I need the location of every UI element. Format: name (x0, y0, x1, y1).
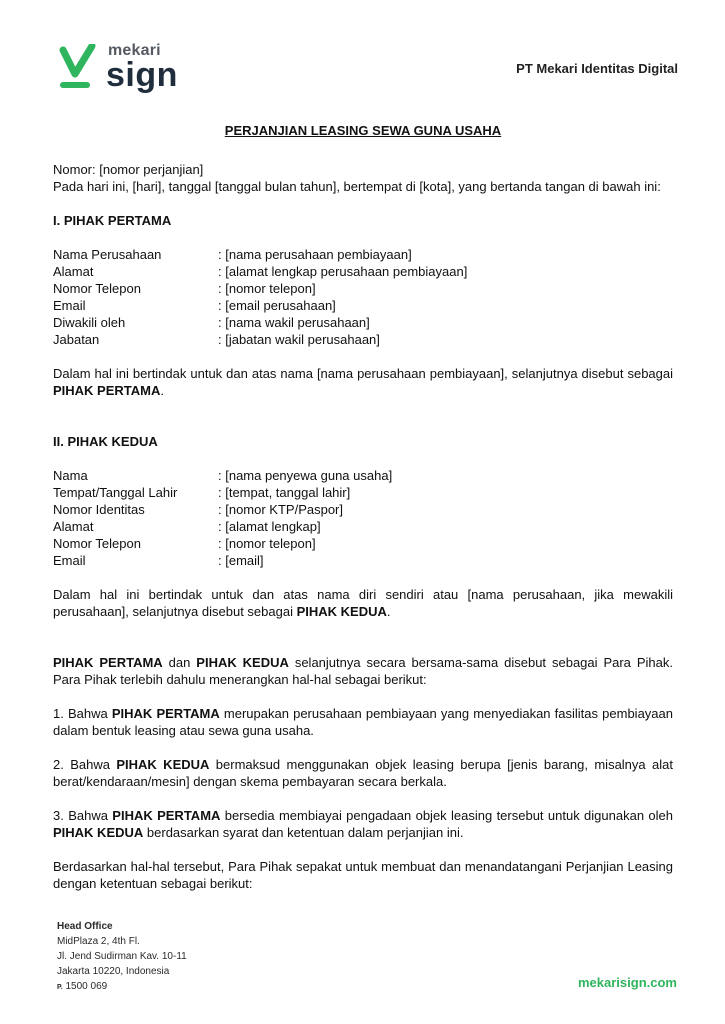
phone-number: 1500 069 (65, 981, 108, 992)
detail-label: Email (53, 298, 86, 313)
detail-value: : [nama penyewa guna usaha] (218, 468, 393, 483)
detail-value: : [alamat lengkap perusahaan pembiayaan] (218, 264, 468, 279)
detail-value: : [nomor telepon] (218, 281, 316, 296)
section-pihak-pertama: I. PIHAK PERTAMA (53, 213, 172, 228)
section-pihak-kedua: II. PIHAK KEDUA (53, 434, 158, 449)
detail-label: Nomor Identitas (53, 502, 145, 517)
detail-label: Alamat (53, 519, 94, 534)
detail-row (53, 331, 673, 348)
detail-label: Diwakili oleh (53, 315, 126, 330)
conclusion-paragraph: Berdasarkan hal-hal tersebut, Para Pihak sepakat untuk membuat dan menandatangani Perjanjian Leasing dengan ketentuan sebagai berikut: (53, 859, 673, 891)
detail-value: : [email perusahaan] (218, 298, 336, 313)
address-line: MidPlaza 2, 4th Fl. (57, 936, 140, 947)
detail-row (53, 467, 673, 484)
detail-value: : [nomor KTP/Paspor] (218, 502, 343, 517)
point-item: 3. Bahwa PIHAK PERTAMA bersedia membiayai pengadaan objek leasing tersebut untuk digunakan oleh PIHAK KEDUA berdasarkan syarat dan ketentuan dalam perjanjian ini. (53, 808, 673, 840)
detail-value: : [nama wakil perusahaan] (218, 315, 370, 330)
detail-row (53, 535, 673, 552)
pihak-kedua-closing: Dalam hal ini bertindak untuk dan atas nama diri sendiri atau [nama perusahaan, jika mewakili perusahaan], selanjutnya disebut sebagai PIHAK KEDUA. (53, 587, 673, 619)
para-pihak-paragraph: PIHAK PERTAMA dan PIHAK KEDUA selanjutnya secara bersama-sama disebut sebagai Para Pihak. Para Pihak terlebih dahulu menerangkan hal-hal sebagai berikut: (53, 655, 673, 687)
document-title: PERJANJIAN LEASING SEWA GUNA USAHA (224, 123, 502, 138)
point-item: 2. Bahwa PIHAK KEDUA bermaksud menggunakan objek leasing berupa [jenis barang, misalnya alat berat/kendaraan/mesin] dengan skema pembayaran secara berkala. (53, 757, 673, 789)
page-footer (0, 915, 725, 1024)
detail-value: : [tempat, tanggal lahir] (218, 485, 351, 500)
detail-label: Nomor Telepon (53, 536, 141, 551)
detail-row (53, 263, 673, 280)
company-name: PT Mekari Identitas Digital (516, 61, 678, 76)
pihak-pertama-details (53, 246, 673, 348)
detail-label: Jabatan (53, 332, 100, 347)
phone-label: P. (57, 984, 63, 991)
detail-row (53, 280, 673, 297)
point-item: 1. Bahwa PIHAK PERTAMA merupakan perusahaan pembiayaan yang menyediakan fasilitas pembiayaan dalam bentuk leasing atau sewa guna usaha. (53, 706, 673, 738)
website-link[interactable]: mekarisign.com (578, 975, 677, 990)
phone-line (57, 979, 187, 995)
detail-value: : [jabatan wakil perusahaan] (218, 332, 380, 347)
document-number: Nomor: [nomor perjanjian] (53, 162, 204, 177)
detail-value: : [email] (218, 553, 264, 568)
logo-text-sign: sign (106, 56, 178, 94)
address-line: Jakarta 10220, Indonesia (57, 966, 170, 977)
detail-label: Nama Perusahaan (53, 247, 162, 262)
detail-label: Alamat (53, 264, 94, 279)
detail-value: : [nomor telepon] (218, 536, 316, 551)
document-body (53, 122, 673, 892)
logo-text-mekari: mekari (108, 42, 161, 59)
checkmark-logo-icon (58, 44, 100, 90)
detail-label: Email (53, 553, 86, 568)
detail-row (53, 501, 673, 518)
detail-label: Tempat/Tanggal Lahir (53, 485, 178, 500)
page-header (0, 0, 725, 110)
office-heading: Head Office (57, 921, 113, 932)
detail-label: Nomor Telepon (53, 281, 141, 296)
address-line: Jl. Jend Sudirman Kav. 10-11 (57, 951, 187, 962)
detail-row (53, 484, 673, 501)
detail-row (53, 246, 673, 263)
pihak-kedua-details (53, 467, 673, 569)
detail-row (53, 297, 673, 314)
detail-row (53, 518, 673, 535)
detail-row (53, 552, 673, 569)
head-office-address (57, 919, 187, 995)
detail-label: Nama (53, 468, 88, 483)
detail-value: : [alamat lengkap] (218, 519, 321, 534)
mekari-sign-logo (58, 42, 188, 98)
detail-row (53, 314, 673, 331)
detail-value: : [nama perusahaan pembiayaan] (218, 247, 412, 262)
pihak-pertama-closing: Dalam hal ini bertindak untuk dan atas nama [nama perusahaan pembiayaan], selanjutnya disebut sebagai PIHAK PERTAMA. (53, 366, 673, 398)
intro-paragraph: Pada hari ini, [hari], tanggal [tanggal bulan tahun], bertempat di [kota], yang bertanda tangan di bawah ini: (53, 179, 661, 194)
